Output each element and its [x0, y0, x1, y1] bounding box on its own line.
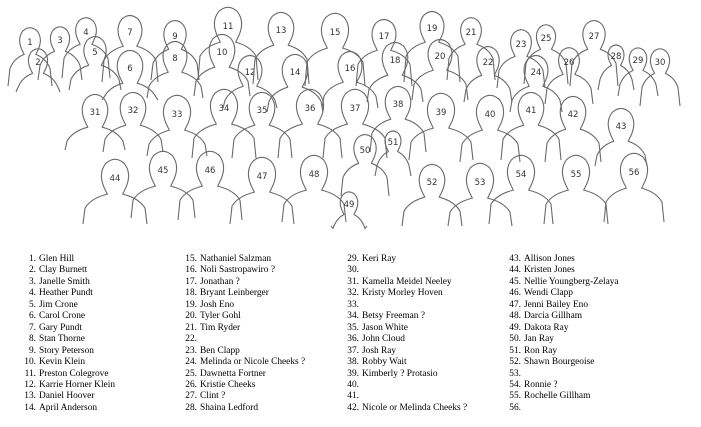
- name-entry: [175, 357, 305, 368]
- entry-number: 35.: [347, 322, 359, 333]
- entry-name: Karrie Horner Klein: [39, 379, 116, 390]
- figure-number: 13: [275, 26, 287, 36]
- entry-name: Jim Crone: [39, 299, 78, 310]
- entry-name: Gary Pundt: [39, 322, 82, 333]
- name-entry: [14, 369, 115, 380]
- figure-number: 48: [308, 170, 320, 180]
- name-entry: [14, 288, 115, 299]
- name-entry: [175, 391, 305, 402]
- figure-number: 52: [426, 178, 438, 188]
- entry-name: Tim Ryder: [200, 322, 241, 333]
- sketch-figure: [604, 153, 664, 222]
- sketch-figure: [83, 159, 147, 224]
- entry-name: Janelle Smith: [39, 276, 90, 287]
- entry-name: Story Peterson: [39, 345, 94, 356]
- figure-number: 20: [434, 52, 446, 62]
- figure-number: 55: [570, 170, 582, 180]
- entry-name: Nicole or Melinda Cheeks ?: [362, 402, 468, 413]
- entry-number: 38.: [347, 357, 359, 368]
- sketch-figure: [323, 89, 387, 158]
- name-column-2: [175, 254, 305, 414]
- figure-number: 29: [632, 56, 644, 66]
- entry-number: 16.: [185, 265, 197, 276]
- sketch-figure: [192, 89, 256, 158]
- sketch-figure: [510, 56, 562, 113]
- entry-number: 36.: [347, 334, 359, 345]
- entry-number: 30.: [347, 265, 359, 276]
- figure-number: 10: [216, 48, 228, 58]
- figure-outline: [230, 157, 294, 224]
- entry-number: 47.: [509, 299, 521, 310]
- figure-outline: [278, 89, 342, 158]
- entry-number: 39.: [347, 368, 359, 379]
- entry-number: 45.: [509, 276, 521, 287]
- entry-name: Stan Thorne: [39, 334, 85, 345]
- sketch-figure: [595, 108, 647, 166]
- entry-name: Dawnetta Fortner: [200, 368, 266, 379]
- entry-number: 54.: [509, 379, 521, 390]
- figure-outline: [178, 151, 242, 220]
- figure-number: 46: [204, 166, 216, 176]
- entry-name: Kristy Morley Hoven: [362, 288, 443, 299]
- figure-number: 23: [515, 40, 527, 50]
- entry-name: Ronnie ?: [524, 379, 558, 390]
- sketch-figure: [489, 155, 553, 224]
- entry-number: 50.: [509, 334, 521, 345]
- name-entry: [14, 277, 115, 288]
- name-entry: [14, 403, 115, 414]
- entry-name: Preston Colegrove: [39, 368, 109, 379]
- figure-number: 54: [515, 170, 527, 180]
- figure-outline: [322, 52, 378, 109]
- sketch-figure: [282, 155, 346, 222]
- entry-number: 26.: [185, 379, 197, 390]
- figure-number: 15: [329, 28, 341, 38]
- figure-outline: [544, 155, 608, 224]
- entry-number: 13.: [24, 391, 36, 402]
- figure-outline: [65, 94, 125, 150]
- figure-outline: [341, 135, 389, 196]
- name-entry: [337, 300, 467, 311]
- entry-name: Kevin Klein: [39, 357, 86, 368]
- figure-outline: [232, 92, 292, 158]
- entry-name: Jenni Bailey Eno: [524, 299, 589, 310]
- figure-number: 49: [343, 200, 355, 210]
- figure-outline: [510, 56, 562, 113]
- figure-number: 30: [654, 58, 666, 68]
- figure-outline: [69, 37, 121, 90]
- figure-outline: [305, 13, 365, 86]
- entry-number: 9.: [28, 345, 36, 356]
- entry-name: Dakota Ray: [524, 322, 569, 333]
- sketch-figure: [375, 131, 411, 176]
- sketch-figure: [497, 30, 545, 88]
- entry-name: Daniel Hoover: [39, 391, 95, 402]
- figure-number: 4: [83, 28, 89, 38]
- entry-name: Darcia Gillham: [524, 311, 583, 322]
- entry-number: 49.: [509, 322, 521, 333]
- entry-name: Bryant Leinberger: [200, 288, 269, 299]
- entry-name: Keri Ray: [362, 254, 397, 264]
- figure-number: 47: [256, 172, 268, 182]
- entry-number: 19.: [185, 299, 197, 310]
- name-entry: [337, 254, 467, 265]
- name-entry: [337, 369, 467, 380]
- figure-outline: [282, 155, 346, 222]
- entry-number: 11.: [24, 368, 36, 379]
- sketch-figure: [545, 48, 593, 104]
- name-entry: [175, 369, 305, 380]
- name-key: [0, 254, 701, 424]
- figure-number: 14: [289, 68, 301, 78]
- entry-number: 18.: [185, 288, 197, 299]
- entry-number: 41.: [347, 391, 359, 402]
- entry-name: Jason White: [362, 322, 408, 333]
- figure-number: 6: [127, 64, 133, 74]
- name-entry: [499, 323, 619, 334]
- figure-number: 9: [172, 32, 178, 42]
- figure-outline: [545, 96, 601, 162]
- sketch-figure: [464, 47, 512, 102]
- entry-name: Betsy Freeman ?: [362, 311, 426, 322]
- entry-number: 29.: [347, 254, 359, 264]
- figure-outline: [151, 21, 199, 80]
- figure-number: 53: [474, 178, 486, 188]
- sketch-figure: [545, 96, 601, 162]
- entry-number: 1.: [28, 254, 36, 264]
- figure-number: 45: [157, 166, 169, 176]
- entry-name: Tyler Gohl: [200, 311, 241, 322]
- entry-number: 4.: [28, 288, 36, 299]
- sketch-figure: [305, 13, 365, 86]
- figure-number: 34: [218, 104, 230, 114]
- figure-number: 7: [127, 28, 133, 38]
- entry-number: 21.: [185, 322, 197, 333]
- figure-outline: [604, 153, 664, 222]
- name-entry: [175, 323, 305, 334]
- name-entry: [337, 334, 467, 345]
- entry-number: 22.: [185, 334, 197, 345]
- entry-name: Noli Sastropawiro ?: [200, 265, 275, 276]
- entry-number: 15.: [185, 254, 197, 264]
- sketch-figure: [69, 37, 121, 90]
- entry-number: 6.: [28, 311, 36, 322]
- name-entry: [337, 403, 467, 414]
- entry-number: 37.: [347, 345, 359, 356]
- figure-number: 19: [426, 24, 438, 34]
- entry-number: 40.: [347, 379, 359, 390]
- entry-name: Clint ?: [200, 391, 226, 402]
- figure-number: 33: [171, 110, 183, 120]
- entry-name: Glen Hill: [39, 254, 75, 264]
- figure-number: 25: [540, 34, 552, 44]
- sketch-figure: [230, 157, 294, 224]
- name-entry: [175, 277, 305, 288]
- sketch-figure: [322, 52, 378, 109]
- entry-name: Wendi Clapp: [524, 288, 573, 299]
- name-entry: [14, 380, 115, 391]
- entry-name: Josh Eno: [200, 299, 235, 310]
- figure-number: 39: [435, 108, 447, 118]
- name-entry: [499, 254, 619, 265]
- name-entry: [175, 300, 305, 311]
- name-entry: [175, 288, 305, 299]
- name-entry: [175, 334, 305, 345]
- name-entry: [499, 391, 619, 402]
- figure-number: 51: [387, 138, 399, 148]
- entry-number: 10.: [24, 357, 36, 368]
- figure-outline: [83, 159, 147, 224]
- name-entry: [14, 311, 115, 322]
- name-entry: [175, 403, 305, 414]
- figure-number: 17: [378, 32, 390, 42]
- entry-name: Jonathan ?: [200, 276, 240, 287]
- sketch-figure: [331, 192, 367, 229]
- entry-number: 27.: [185, 391, 197, 402]
- sketch-figure: [447, 18, 495, 80]
- name-entry: [337, 311, 467, 322]
- sketch-figure: [151, 21, 199, 80]
- name-entry: [175, 380, 305, 391]
- entry-name: John Cloud: [362, 334, 405, 345]
- figure-outline: [489, 155, 553, 224]
- figure-outline: [147, 95, 207, 156]
- figure-number: 28: [610, 52, 622, 62]
- entry-name: Kimberly ? Protasio: [362, 368, 438, 379]
- name-entry: [14, 334, 115, 345]
- entry-name: Allison Jones: [524, 254, 575, 264]
- figure-outline: [103, 92, 163, 152]
- name-entry: [499, 380, 619, 391]
- sketch-figure: [103, 92, 163, 152]
- figure-number: 1: [27, 38, 33, 48]
- name-entry: [337, 265, 467, 276]
- entry-name: April Anderson: [39, 402, 98, 413]
- name-entry: [499, 334, 619, 345]
- figure-number: 40: [484, 110, 496, 120]
- name-entry: [337, 288, 467, 299]
- name-entry: [337, 380, 467, 391]
- figure-number: 3: [57, 36, 63, 46]
- entry-name: Melinda or Nicole Cheeks ?: [200, 357, 306, 368]
- entry-number: 33.: [347, 299, 359, 310]
- entry-name: Carol Crone: [39, 311, 86, 322]
- entry-name: Shaina Ledford: [200, 402, 259, 413]
- name-entry: [175, 265, 305, 276]
- entry-name: Ben Clapp: [200, 345, 240, 356]
- name-entry: [499, 300, 619, 311]
- figure-number: 38: [392, 100, 404, 110]
- entry-number: 3.: [28, 276, 36, 287]
- figure-number: 36: [304, 104, 316, 114]
- figure-number: 12: [244, 68, 256, 78]
- entry-name: Robby Wait: [362, 357, 407, 368]
- figure-number: 56: [628, 168, 640, 178]
- entry-name: Clay Burnett: [39, 265, 88, 276]
- name-entry: [499, 288, 619, 299]
- name-entry: [337, 357, 467, 368]
- figure-outline: [595, 108, 647, 166]
- name-entry: [14, 300, 115, 311]
- entry-name: Shawn Bourgeoise: [524, 357, 595, 368]
- entry-number: 56.: [509, 402, 521, 413]
- figure-number: 26: [563, 58, 575, 68]
- name-entry: [14, 323, 115, 334]
- figure-number: 16: [344, 64, 356, 74]
- entry-name: Kristie Cheeks: [200, 379, 256, 390]
- sketch-figure: [178, 151, 242, 220]
- entry-number: 17.: [185, 276, 197, 287]
- entry-name: Rochelle Gillham: [524, 391, 591, 402]
- name-entry: [499, 357, 619, 368]
- entry-number: 23.: [185, 345, 197, 356]
- figure-number: 43: [615, 122, 627, 132]
- figure-number: 27: [588, 32, 600, 42]
- name-column-4: [499, 254, 619, 414]
- entry-number: 24.: [185, 357, 197, 368]
- entry-number: 2.: [28, 265, 36, 276]
- figure-number: 5: [92, 48, 98, 58]
- name-entry: [499, 265, 619, 276]
- name-entry: [14, 391, 115, 402]
- entry-number: 44.: [509, 265, 521, 276]
- figure-number: 22: [482, 58, 494, 68]
- name-entry: [499, 346, 619, 357]
- entry-name: Heather Pundt: [39, 288, 93, 299]
- name-column-3: [337, 254, 467, 414]
- sketch-figure: [278, 89, 342, 158]
- sketch-figure: [501, 92, 561, 160]
- figure-outline: [323, 89, 387, 158]
- entry-number: 53.: [509, 368, 521, 379]
- entry-number: 42.: [347, 402, 359, 413]
- entry-number: 34.: [347, 311, 359, 322]
- figure-number: 2: [35, 58, 41, 68]
- entry-number: 31.: [347, 276, 359, 287]
- entry-number: 46.: [509, 288, 521, 299]
- figure-number: 31: [89, 108, 101, 118]
- sketch-figure: [65, 94, 125, 150]
- figure-number: 11: [222, 22, 234, 32]
- sketch-figure: [640, 49, 680, 106]
- figure-number: 42: [567, 110, 579, 120]
- entry-name: Josh Ray: [362, 345, 397, 356]
- figure-outline: [131, 151, 195, 218]
- name-entry: [14, 346, 115, 357]
- sketch-figure: [544, 155, 608, 224]
- entry-number: 51.: [509, 345, 521, 356]
- name-entry: [175, 254, 305, 265]
- entry-number: 5.: [28, 299, 36, 310]
- figure-number: 50: [359, 146, 371, 156]
- entry-number: 25.: [185, 368, 197, 379]
- name-entry: [337, 346, 467, 357]
- entry-number: 7.: [28, 322, 36, 333]
- entry-name: Jan Ray: [524, 334, 554, 345]
- entry-number: 20.: [185, 311, 197, 322]
- entry-name: Nathaniel Salzman: [200, 254, 272, 264]
- sketch-figure: [232, 92, 292, 158]
- figure-number: 37: [349, 104, 361, 114]
- entry-name: Nellie Youngberg-Zelaya: [524, 276, 619, 287]
- entry-number: 14.: [24, 402, 36, 413]
- entry-number: 32.: [347, 288, 359, 299]
- entry-number: 28.: [185, 402, 197, 413]
- name-entry: [499, 277, 619, 288]
- name-entry: [337, 391, 467, 402]
- entry-number: 12.: [24, 379, 36, 390]
- sketch-figure: [147, 95, 207, 156]
- entry-name: Ron Ray: [524, 345, 558, 356]
- name-entry: [499, 311, 619, 322]
- figure-number: 35: [256, 106, 268, 116]
- entry-number: 48.: [509, 311, 521, 322]
- figure-number: 24: [530, 68, 542, 78]
- figure-outline: [497, 30, 545, 88]
- figure-outline: [464, 47, 512, 102]
- figure-number: 32: [127, 106, 139, 116]
- name-entry: [499, 369, 619, 380]
- entry-name: Kristen Jones: [524, 265, 575, 276]
- name-entry: [175, 311, 305, 322]
- figure-outline: [331, 192, 367, 229]
- figure-number: 41: [525, 106, 537, 116]
- figure-outline: [501, 92, 561, 160]
- figure-outline: [545, 48, 593, 104]
- sketch-figure: [341, 135, 389, 196]
- entry-number: 43.: [509, 254, 521, 264]
- figure-number: 18: [389, 56, 401, 66]
- name-entry: [14, 254, 115, 265]
- name-column-1: [14, 254, 115, 414]
- figure-outline: [192, 89, 256, 158]
- name-entry: [14, 265, 115, 276]
- entry-name: Kamella Meidel Neeley: [362, 276, 452, 287]
- figure-number: 44: [109, 174, 121, 184]
- name-entry: [499, 403, 619, 414]
- entry-number: 52.: [509, 357, 521, 368]
- name-entry: [337, 323, 467, 334]
- figure-number: 8: [172, 54, 178, 64]
- entry-number: 8.: [28, 334, 36, 345]
- name-entry: [14, 357, 115, 368]
- name-entry: [175, 346, 305, 357]
- figure-number: 21: [465, 28, 477, 38]
- name-entry: [337, 277, 467, 288]
- sketch-figure: [131, 151, 195, 218]
- entry-number: 55.: [509, 391, 521, 402]
